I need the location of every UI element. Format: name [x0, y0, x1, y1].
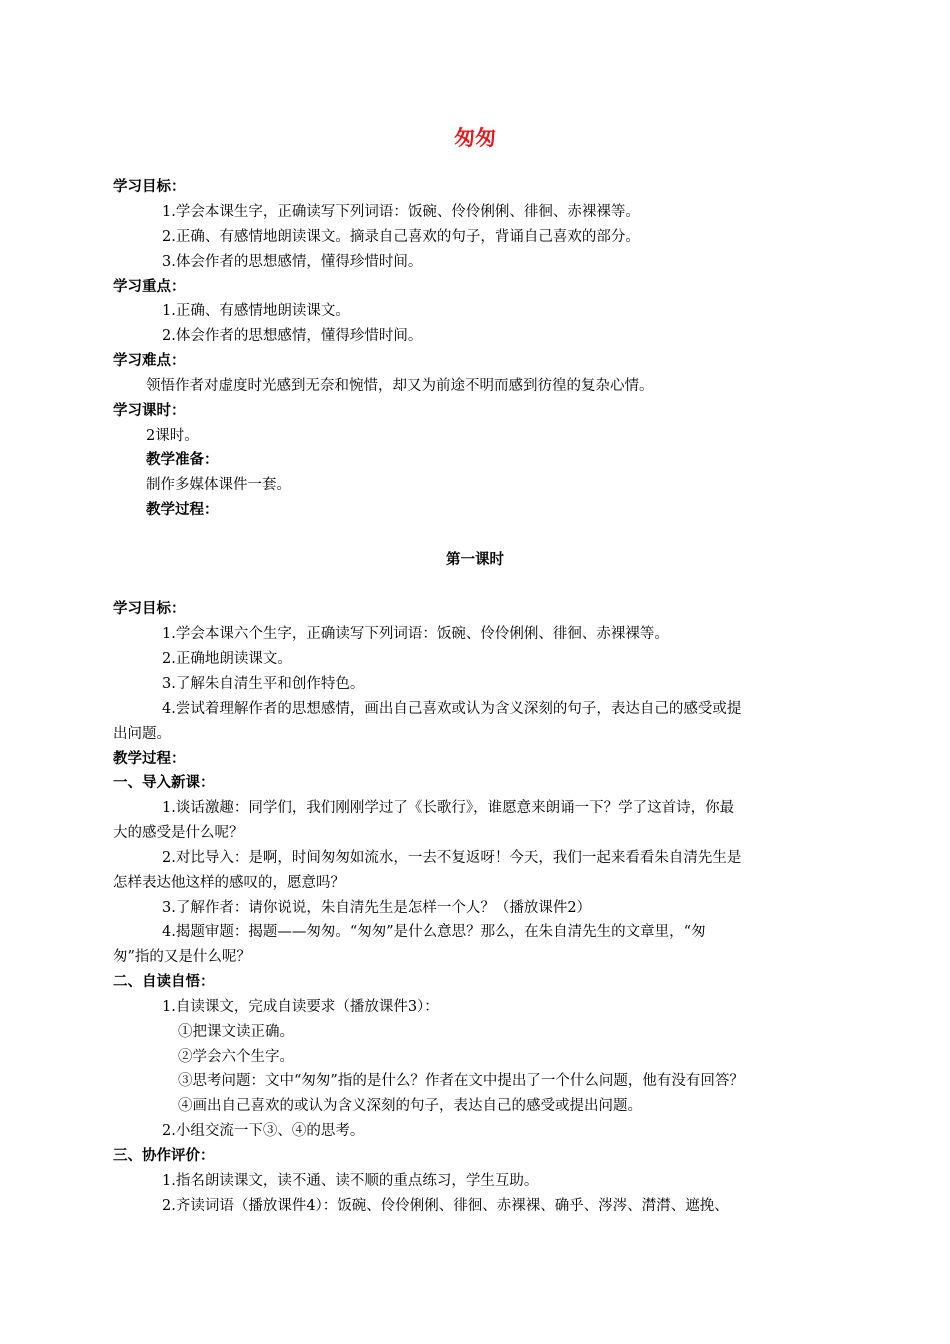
- part3-line: 2.齐读词语（播放课件4）：饭碗、伶伶俐俐、徘徊、赤裸裸、确乎、涔涔、潸潸、遮挽、: [162, 1198, 729, 1214]
- difficulty-heading: 学习难点：: [113, 353, 186, 369]
- prep-heading: 教学准备：: [146, 452, 219, 468]
- lesson-process-heading: 教学过程：: [113, 751, 186, 767]
- lesson-heading: 第一课时: [446, 552, 504, 568]
- focus-item: 2.体会作者的思想感情，懂得珍惜时间。: [162, 328, 423, 344]
- part1-line: 匆”指的又是什么呢？: [113, 949, 251, 965]
- part1-line: 3.了解作者：请你说说，朱自清先生是怎样一个人？（播放课件2）: [162, 900, 592, 916]
- part1-line: 2.对比导入：是啊，时间匆匆如流水，一去不复返呀！今天，我们一起来看看朱自清先生是: [162, 850, 742, 866]
- lesson-goal-item: 1.学会本课六个生字，正确读写下列词语：饭碗、伶伶俐俐、徘徊、赤裸裸等。: [162, 626, 669, 642]
- part2-subitem: ③思考问题：文中“匆匆”指的是什么？作者在文中提出了一个什么问题，他有没有回答？: [178, 1073, 744, 1089]
- part1-line: 4.揭题审题：揭题——匆匆。“匆匆”是什么意思？那么，在朱自清先生的文章里，“匆: [162, 924, 706, 940]
- part2-subitem: ②学会六个生字。: [178, 1049, 294, 1065]
- part1-line: 怎样表达他这样的感叹的，愿意吗？: [113, 875, 345, 891]
- lesson-goal-item-continued: 出问题。: [113, 726, 171, 742]
- goal-item: 3.体会作者的思想感情，懂得珍惜时间。: [162, 254, 423, 270]
- difficulty-text: 领悟作者对虚度时光感到无奈和惋惜，却又为前途不明而感到彷徨的复杂心情。: [146, 378, 654, 394]
- hours-text: 2课时。: [146, 428, 199, 444]
- prep-text: 制作多媒体课件一套。: [146, 477, 291, 493]
- lesson-goals-heading: 学习目标：: [113, 601, 186, 617]
- part2-line: 2.小组交流一下③、④的思考。: [162, 1123, 365, 1139]
- part1-line: 1.谈话激趣：同学们，我们刚刚学过了《长歌行》，谁愿意来朗诵一下？学了这首诗，你最: [162, 800, 735, 816]
- focus-heading: 学习重点：: [113, 279, 186, 295]
- part2-subitem: ④画出自己喜欢的或认为含义深刻的句子，表达自己的感受或提出问题。: [178, 1098, 642, 1114]
- part2-subitem: ①把课文读正确。: [178, 1024, 294, 1040]
- part1-line: 大的感受是什么呢？: [113, 825, 244, 841]
- part2-line: 1.自读课文，完成自读要求（播放课件3）：: [162, 999, 439, 1015]
- part3-line: 1.指名朗读课文，读不通、读不顺的重点练习，学生互助。: [162, 1173, 539, 1189]
- process-heading: 教学过程：: [146, 502, 219, 518]
- part3-heading: 三、协作评价：: [113, 1148, 215, 1164]
- focus-item: 1.正确、有感情地朗读课文。: [162, 303, 350, 319]
- lesson-goal-item: 3.了解朱自清生平和创作特色。: [162, 676, 365, 692]
- goal-item: 1.学会本课生字，正确读写下列词语：饭碗、伶伶俐俐、徘徊、赤裸裸等。: [162, 204, 640, 220]
- hours-heading: 学习课时：: [113, 403, 186, 419]
- lesson-goal-item: 2.正确地朗读课文。: [162, 651, 292, 667]
- goal-item: 2.正确、有感情地朗读课文。摘录自己喜欢的句子，背诵自己喜欢的部分。: [162, 229, 640, 245]
- part2-heading: 二、自读自悟：: [113, 974, 215, 990]
- part1-heading: 一、导入新课：: [113, 775, 215, 791]
- document-title: 匆匆: [454, 126, 496, 150]
- lesson-goal-item: 4.尝试着理解作者的思想感情，画出自己喜欢或认为含义深刻的句子，表达自己的感受或提: [162, 701, 742, 717]
- goals-heading: 学习目标：: [113, 179, 186, 195]
